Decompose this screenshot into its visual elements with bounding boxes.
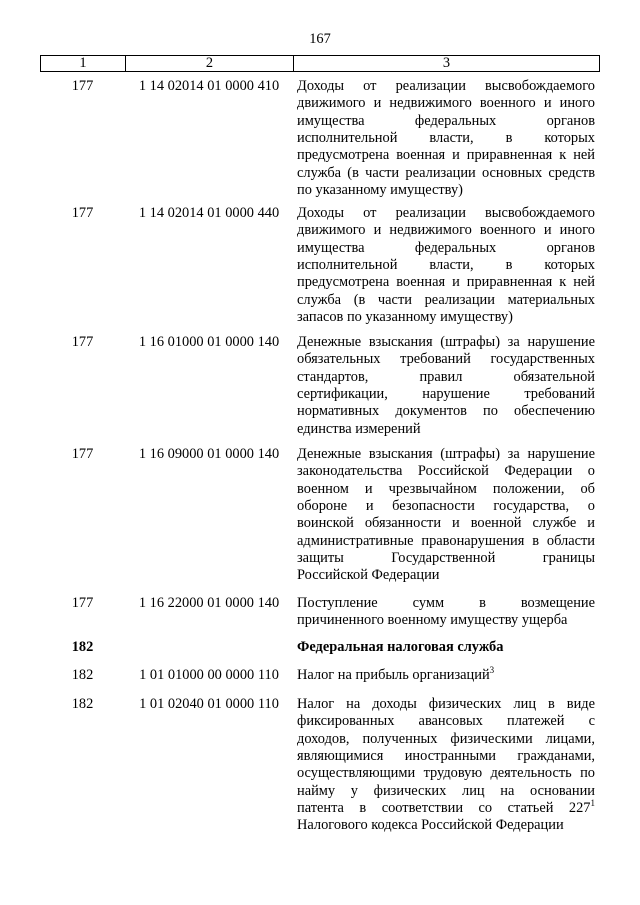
description-line: исполнительной власти, в которых <box>297 257 595 274</box>
description-line: нормативных документов по обеспечению <box>297 403 595 420</box>
description-line: Денежные взыскания (штрафы) за нарушение <box>297 334 595 350</box>
description-line: Поступление сумм в возмещение <box>297 595 595 611</box>
description-line: имущества федеральных органов <box>297 112 595 129</box>
description-line <box>297 800 595 817</box>
description-line: запасов по указанному имуществу) <box>297 309 513 326</box>
description-line: исполнительной власти, в которых <box>297 130 595 147</box>
column-1-cell: 182 <box>71 696 94 712</box>
column-1-cell: 182 <box>71 639 94 655</box>
header-cell-2: 2 <box>126 56 294 71</box>
column-2-cell: 1 16 22000 01 0000 140 <box>138 595 280 611</box>
description-line: Налогового кодекса Российской Федерации <box>297 817 564 834</box>
header-cell-1: 1 <box>41 56 126 71</box>
column-2-cell: 1 14 02014 01 0000 440 <box>138 205 280 221</box>
description-line: движимого и недвижимого военного и иного <box>297 222 595 239</box>
table-header <box>40 55 600 72</box>
column-3-cell <box>297 446 595 585</box>
description-line: предусмотрена военная и приравненная к ней <box>297 274 595 291</box>
column-1-cell: 177 <box>71 205 94 221</box>
column-3-cell <box>297 78 595 199</box>
description-line: Налог на доходы физических лиц в виде <box>297 696 595 712</box>
column-3-cell <box>297 205 595 326</box>
description-line: воинской обязанности и военной службе и <box>297 515 595 532</box>
column-1-cell: 177 <box>71 595 94 611</box>
column-1-cell: 182 <box>71 667 94 683</box>
description-line: обязательных требований государственных <box>297 351 595 368</box>
description-line: фиксированных авансовых платежей с <box>297 713 595 730</box>
column-3-cell <box>297 595 595 630</box>
description-line: осуществляющими трудовую деятельность по <box>297 765 595 782</box>
description-line: доходов, полученных физическими лицами, <box>297 730 595 747</box>
description-line: единства измерений <box>297 420 421 437</box>
description-line: Доходы от реализации высвобождаемого <box>297 205 595 221</box>
description-line: Денежные взыскания (штрафы) за нарушение <box>297 446 595 462</box>
description-line: предусмотрена военная и приравненная к ней <box>297 147 595 164</box>
description-line: законодательства Российской Федерации о <box>297 463 595 480</box>
footnote-mark: 1 <box>590 798 595 809</box>
column-2-cell: 1 01 01000 00 0000 110 <box>139 667 279 683</box>
description-line: имущества федеральных органов <box>297 239 595 256</box>
footnote-mark: 3 <box>489 665 495 675</box>
description-line: служба (в части реализации основных средств <box>297 164 595 181</box>
description-line: защиты Государственной границы <box>297 550 595 567</box>
page-number: 167 <box>309 31 331 47</box>
column-2-cell: 1 16 09000 01 0000 140 <box>138 446 280 462</box>
description-line: найму у физических лиц на основании <box>297 782 595 799</box>
column-2-cell: 1 01 02040 01 0000 110 <box>139 696 279 712</box>
description-line: причиненного военному имуществу ущерба <box>297 612 568 629</box>
column-1-cell: 177 <box>71 334 94 350</box>
column-2-cell: 1 16 01000 01 0000 140 <box>138 334 280 350</box>
column-3-cell <box>297 696 595 835</box>
column-2-cell: 1 14 02014 01 0000 410 <box>138 78 280 94</box>
description-line: по указанному имуществу) <box>297 182 463 199</box>
description-line: движимого и недвижимого военного и иного <box>297 95 595 112</box>
column-3-cell <box>297 639 595 656</box>
section-title: Федеральная налоговая служба <box>297 639 504 655</box>
description-line: стандартов, правил обязательной <box>297 368 595 385</box>
column-1-cell: 177 <box>71 446 94 462</box>
header-cell-3: 3 <box>442 55 451 71</box>
description-line: служба (в части реализации материальных <box>297 291 595 308</box>
description-line: административные правонарушения в области <box>297 532 595 549</box>
column-3-cell <box>297 334 595 438</box>
description-line: Доходы от реализации высвобождаемого <box>297 78 595 94</box>
description-line: военном и чрезвычайном положении, об <box>297 480 595 497</box>
column-3-cell <box>297 667 595 684</box>
description-line: являющимися иностранными гражданами, <box>297 748 595 765</box>
description-text: Налог на прибыль организаций <box>297 667 490 683</box>
description-line: сертификации, нарушение требований <box>297 386 595 403</box>
description-line <box>297 667 595 684</box>
description-text: патента в соответствии со статьей 227 <box>297 800 591 817</box>
column-1-cell: 177 <box>71 78 94 94</box>
description-line: Российской Федерации <box>297 567 440 584</box>
description-line: обороне и безопасности государства, о <box>297 498 595 515</box>
